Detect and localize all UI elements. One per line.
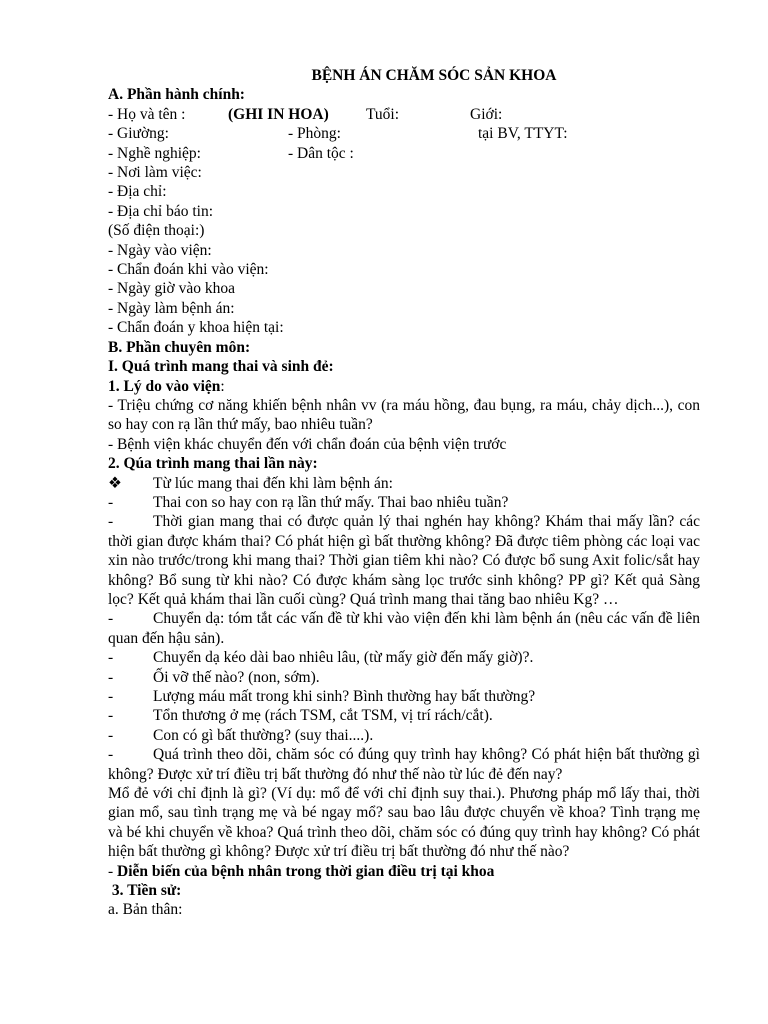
self-history-label: a. Bản thân: bbox=[108, 901, 183, 919]
workplace-label: - Nơi làm việc: bbox=[108, 164, 202, 182]
list-item: - Thời gian mang thai có được quản lý thai nghén hay không? Khám thai mấy lần? các thời gian được khám thai? Có phát hiện gì bất thường không? Đã được tiêm phòng các loại vac xin nào trước/trong khi mang thai? Thời gian tiêm khi nào? Có được bổ sung Axit folic/sắt hay không? Bổ sung từ khi nào? Có được khám sàng lọc trước sinh không? PP gì? Kết quả Sàng lọc? Kết quả khám thai lần cuối cùng? Quá trình mang thai tăng bao nhiêu Kg? … bbox=[108, 513, 700, 608]
job-row bbox=[108, 144, 700, 163]
admit-date-label: - Ngày vào viện: bbox=[108, 241, 212, 259]
current-diagnosis-label: - Chẩn đoán y khoa hiện tại: bbox=[108, 319, 284, 337]
dash-bullet: - bbox=[108, 610, 114, 628]
dash-bullet: - bbox=[108, 493, 114, 511]
dash-bullet: - bbox=[108, 688, 114, 705]
name-label: - Họ và tên : bbox=[108, 105, 186, 123]
admit-diagnosis-label: - Chẩn đoán khi vào viện: bbox=[108, 261, 269, 279]
dash-bullet: - bbox=[108, 513, 114, 531]
pregnancy-heading: 2. Qúa trình mang thai lần này: bbox=[108, 455, 318, 473]
list-item: - Thai con so hay con rạ lần thứ mấy. Thai bao nhiêu tuần? bbox=[108, 493, 509, 511]
dash-bullet: - bbox=[108, 726, 114, 744]
dash-bullet: - bbox=[108, 649, 114, 667]
document-page bbox=[108, 66, 700, 920]
list-item: - Lượng máu mất trong khi sinh? Bình thường hay bất thường? bbox=[108, 688, 536, 705]
ethnic-label: - Dân tộc : bbox=[288, 144, 354, 162]
name-row bbox=[108, 105, 700, 124]
sex-label: Giới: bbox=[470, 105, 503, 123]
phone-label: (Số điện thoại:) bbox=[108, 222, 205, 240]
list-item: - Chuyển dạ kéo dài bao nhiêu lâu, (từ mấy giờ đến mấy giờ)?. bbox=[108, 649, 534, 667]
list-item: - Chuyển dạ: tóm tắt các vấn đề từ khi vào viện đến khi làm bệnh án (nêu các vấn đề liên quan đến hậu sản). bbox=[108, 610, 700, 647]
progress-heading: Diễn biến của bệnh nhân trong thời gian điều trị tại khoa bbox=[117, 862, 495, 880]
record-date-label: - Ngày làm bệnh án: bbox=[108, 299, 235, 317]
notify-address-label: - Địa chỉ báo tin: bbox=[108, 202, 214, 220]
list-item: - Tổn thương ở mẹ (rách TSM, cắt TSM, vị trí rách/cắt). bbox=[108, 707, 493, 725]
document-title: BỆNH ÁN CHĂM SÓC SẢN KHOA bbox=[311, 67, 557, 84]
section-a-heading: A. Phần hành chính: bbox=[108, 86, 245, 104]
reason-paragraph-2: - Bệnh viện khác chuyển đến với chẩn đoán của bệnh viện trước bbox=[108, 435, 507, 453]
job-label: - Nghề nghiệp: bbox=[108, 144, 201, 162]
section-i-heading: I. Quá trình mang thai và sinh đẻ: bbox=[108, 358, 334, 376]
reason-heading-line bbox=[108, 377, 700, 396]
history-heading: 3. Tiền sử: bbox=[108, 882, 182, 900]
list-item: - Quá trình theo dõi, chăm sóc có đúng quy trình hay không? Có phát hiện bất thường gì không? Được xử trí điều trị bất thường đó như thế nào từ lúc đẻ đến nay? bbox=[108, 746, 700, 783]
surgery-paragraph: Mổ đẻ với chỉ định là gì? (Ví dụ: mổ để với chỉ định suy thai.). Phương pháp mổ lấy thai, thời gian mổ, sau tình trạng mẹ và bé ngay mổ? sau bao lâu được chuyển về khoa? Tình trạng mẹ và bé khi chuyển về khoa? Quá trình theo dõi, chăm sóc có đúng quy trình hay không? Có phát hiện bất thường gì không? Được xử trí điều trị bất thường đó như thế nào? bbox=[108, 785, 700, 861]
name-note: (GHI IN HOA) bbox=[228, 105, 329, 123]
bed-label: - Giường: bbox=[108, 125, 169, 143]
section-b-heading: B. Phần chuyên môn: bbox=[108, 338, 251, 356]
dept-time-label: - Ngày giờ vào khoa bbox=[108, 280, 235, 298]
progress-dash: - bbox=[108, 862, 118, 880]
age-label: Tuổi: bbox=[366, 105, 400, 123]
dash-bullet: - bbox=[108, 707, 114, 725]
hospital-label: tại BV, TTYT: bbox=[478, 125, 568, 143]
progress-line bbox=[108, 862, 700, 881]
reason-paragraph-1: - Triệu chứng cơ năng khiến bệnh nhân vv (ra máu hồng, đau bụng, ra máu, chảy dịch...), con so hay con rạ lần thứ mấy, bao nhiêu tuần? bbox=[108, 396, 700, 434]
dash-bullet: - bbox=[108, 668, 114, 686]
diamond-bullet-icon: ❖ bbox=[108, 474, 122, 492]
address-label: - Địa chỉ: bbox=[108, 183, 167, 201]
reason-colon: : bbox=[220, 377, 225, 395]
bed-row bbox=[108, 124, 700, 143]
dash-bullet: - bbox=[108, 746, 114, 764]
list-item: ❖ Từ lúc mang thai đến khi làm bệnh án: bbox=[108, 474, 393, 492]
room-label: - Phòng: bbox=[288, 125, 341, 143]
list-item: - Con có gì bất thường? (suy thai....). bbox=[108, 726, 374, 744]
list-item: - Ối vỡ thế nào? (non, sớm). bbox=[108, 668, 320, 686]
reason-heading: 1. Lý do vào viện bbox=[108, 377, 221, 395]
